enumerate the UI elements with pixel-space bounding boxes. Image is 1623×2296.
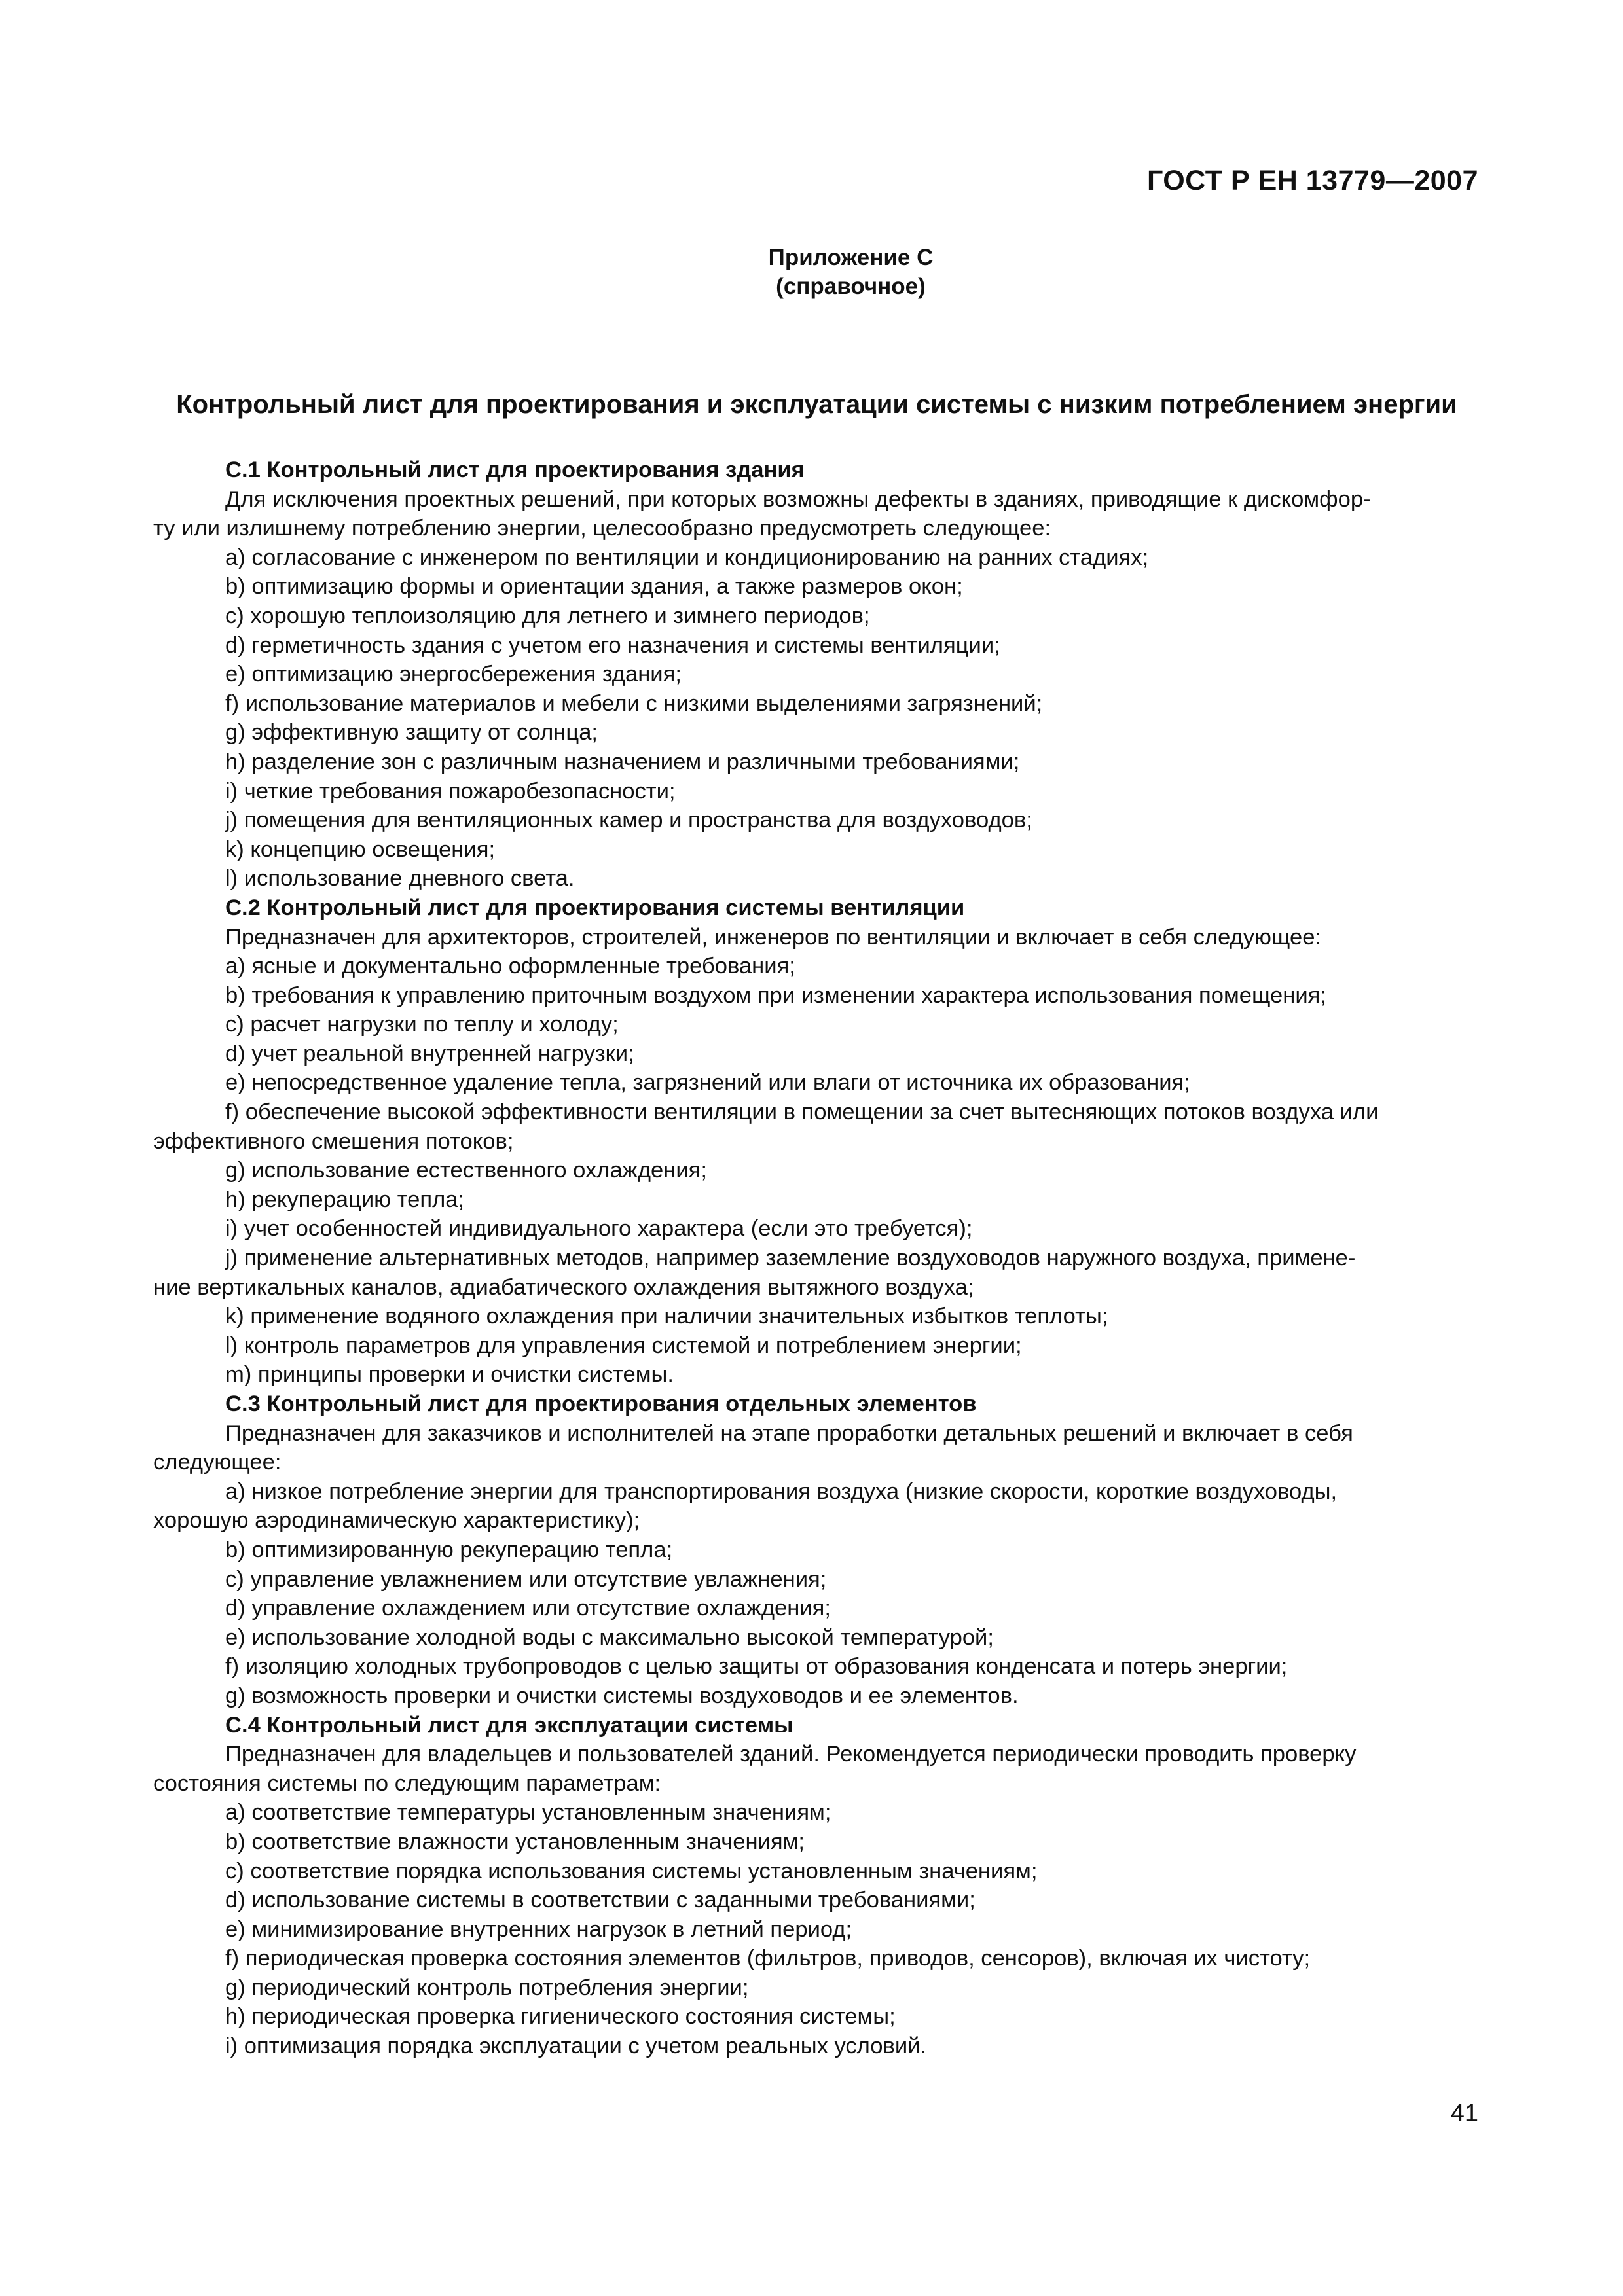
list-item: d) герметичность здания с учетом его назначения и системы вентиляции; (225, 632, 1000, 658)
list-item: c) хорошую теплоизоляцию для летнего и зимнего периодов; (225, 603, 870, 628)
list-item: l) контроль параметров для управления системой и потреблением энергии; (225, 1333, 1022, 1358)
list-item: a) соответствие температуры установленным значениям; (225, 1800, 831, 1825)
paragraph-line: ту или излишнему потреблению энергии, целесообразно предусмотреть следующее: (153, 516, 1051, 541)
appendix-title: Приложение С (768, 245, 934, 270)
list-item: b) оптимизацию формы и ориентации здания, а также размеров окон; (225, 574, 963, 600)
list-item: c) соответствие порядка использования системы установленным значениям; (225, 1858, 1038, 1884)
list-item: h) рекуперацию тепла; (225, 1187, 465, 1212)
list-item: d) управление охлаждением или отсутствие охлаждения; (225, 1596, 831, 1621)
list-item-continuation: ние вертикальных каналов, адиабатического охлаждения вытяжного воздуха; (153, 1274, 974, 1300)
paragraph-line: Предназначен для архитекторов, строителей, инженеров по вентиляции и включает в себя следующее: (225, 924, 1322, 950)
list-item: b) соответствие влажности установленным значениям; (225, 1829, 805, 1854)
section-heading-c1: С.1 Контрольный лист для проектирования здания (225, 457, 805, 482)
list-item: k) концепцию освещения; (225, 836, 496, 862)
list-item: g) возможность проверки и очистки системы воздуховодов и ее элементов. (225, 1683, 1019, 1708)
list-item: e) минимизирование внутренних нагрузок в летний период; (225, 1916, 852, 1942)
section-heading-c3: С.3 Контрольный лист для проектирования отдельных элементов (225, 1391, 977, 1416)
list-item: j) помещения для вентиляционных камер и пространства для воздуховодов; (225, 808, 1032, 833)
paragraph-line: Для исключения проектных решений, при которых возможны дефекты в зданиях, приводящие к дискомфор- (225, 486, 1371, 512)
list-item: e) оптимизацию энергосбережения здания; (225, 662, 682, 687)
list-item: b) требования к управлению приточным воздухом при изменении характера использования помещения; (225, 982, 1327, 1008)
page-number: 41 (1450, 2100, 1478, 2127)
list-item: i) учет особенностей индивидуального характера (если это требуется); (225, 1216, 973, 1242)
list-item: k) применение водяного охлаждения при наличии значительных избытков теплоты; (225, 1304, 1108, 1329)
list-item: e) использование холодной воды с максимально высокой температурой; (225, 1624, 994, 1650)
paragraph-line: состояния системы по следующим параметрам: (153, 1770, 661, 1796)
list-item: f) изоляцию холодных трубопроводов с целью защиты от образования конденсата и потерь энергии; (225, 1654, 1288, 1679)
paragraph-line: Предназначен для заказчиков и исполнителей на этапе проработки детальных решений и включает в себя (225, 1420, 1353, 1446)
paragraph-line: следующее: (153, 1450, 282, 1475)
list-item: j) применение альтернативных методов, например заземление воздуховодов наружного воздуха, примене- (225, 1246, 1356, 1271)
list-item: g) использование естественного охлаждения; (225, 1158, 707, 1183)
list-item: c) управление увлажнением или отсутствие увлажнения; (225, 1566, 827, 1592)
list-item: f) использование материалов и мебели с низкими выделениями загрязнений; (225, 691, 1043, 716)
list-item: g) периодический контроль потребления энергии; (225, 1975, 749, 2000)
list-item: a) ясные и документально оформленные требования; (225, 954, 795, 979)
list-item: h) разделение зон с различным назначением и различными требованиями; (225, 749, 1020, 774)
appendix-subtitle: (справочное) (776, 274, 926, 299)
list-item-continuation: хорошую аэродинамическую характеристику); (153, 1508, 640, 1534)
list-item: i) четкие требования пожаробезопасности; (225, 778, 676, 804)
appendix-block (39, 243, 1623, 301)
list-item: d) использование системы в соответствии с заданными требованиями; (225, 1888, 976, 1913)
list-item: c) расчет нагрузки по теплу и холоду; (225, 1012, 619, 1037)
paragraph-line: Предназначен для владельцев и пользователей зданий. Рекомендуется периодически проводить проверку (225, 1742, 1357, 1767)
list-item: f) обеспечение высокой эффективности вентиляции в помещении за счет вытесняющих потоков воздуха или (225, 1100, 1379, 1125)
list-item: e) непосредственное удаление тепла, загрязнений или влаги от источника их образования; (225, 1070, 1190, 1096)
list-item: f) периодическая проверка состояния элементов (фильтров, приводов, сенсоров), включая их чистоту; (225, 1946, 1311, 1971)
list-item: b) оптимизированную рекуперацию тепла; (225, 1537, 673, 1562)
list-item: g) эффективную защиту от солнца; (225, 720, 598, 745)
list-item: m) принципы проверки и очистки системы. (225, 1362, 674, 1388)
section-heading-c2: С.2 Контрольный лист для проектирования системы вентиляции (225, 895, 965, 920)
list-item: i) оптимизация порядка эксплуатации с учетом реальных условий. (225, 2034, 927, 2059)
standard-designation: ГОСТ Р ЕН 13779—2007 (1147, 165, 1478, 196)
list-item: a) низкое потребление энергии для транспортирования воздуха (низкие скорости, короткие воздуховоды, (225, 1479, 1338, 1504)
list-item-continuation: эффективного смешения потоков; (153, 1128, 514, 1154)
list-item: d) учет реальной внутренней нагрузки; (225, 1041, 634, 1066)
document-title: Контрольный лист для проектирования и эксплуатации системы с низким потреблением энергии (176, 390, 1457, 419)
section-heading-c4: С.4 Контрольный лист для эксплуатации системы (225, 1712, 793, 1738)
list-item: l) использование дневного света. (225, 866, 575, 891)
list-item: h) периодическая проверка гигиенического состояния системы; (225, 2004, 896, 2030)
document-body (153, 456, 1479, 2061)
list-item: a) согласование с инженером по вентиляции и кондиционированию на ранних стадиях; (225, 545, 1149, 570)
